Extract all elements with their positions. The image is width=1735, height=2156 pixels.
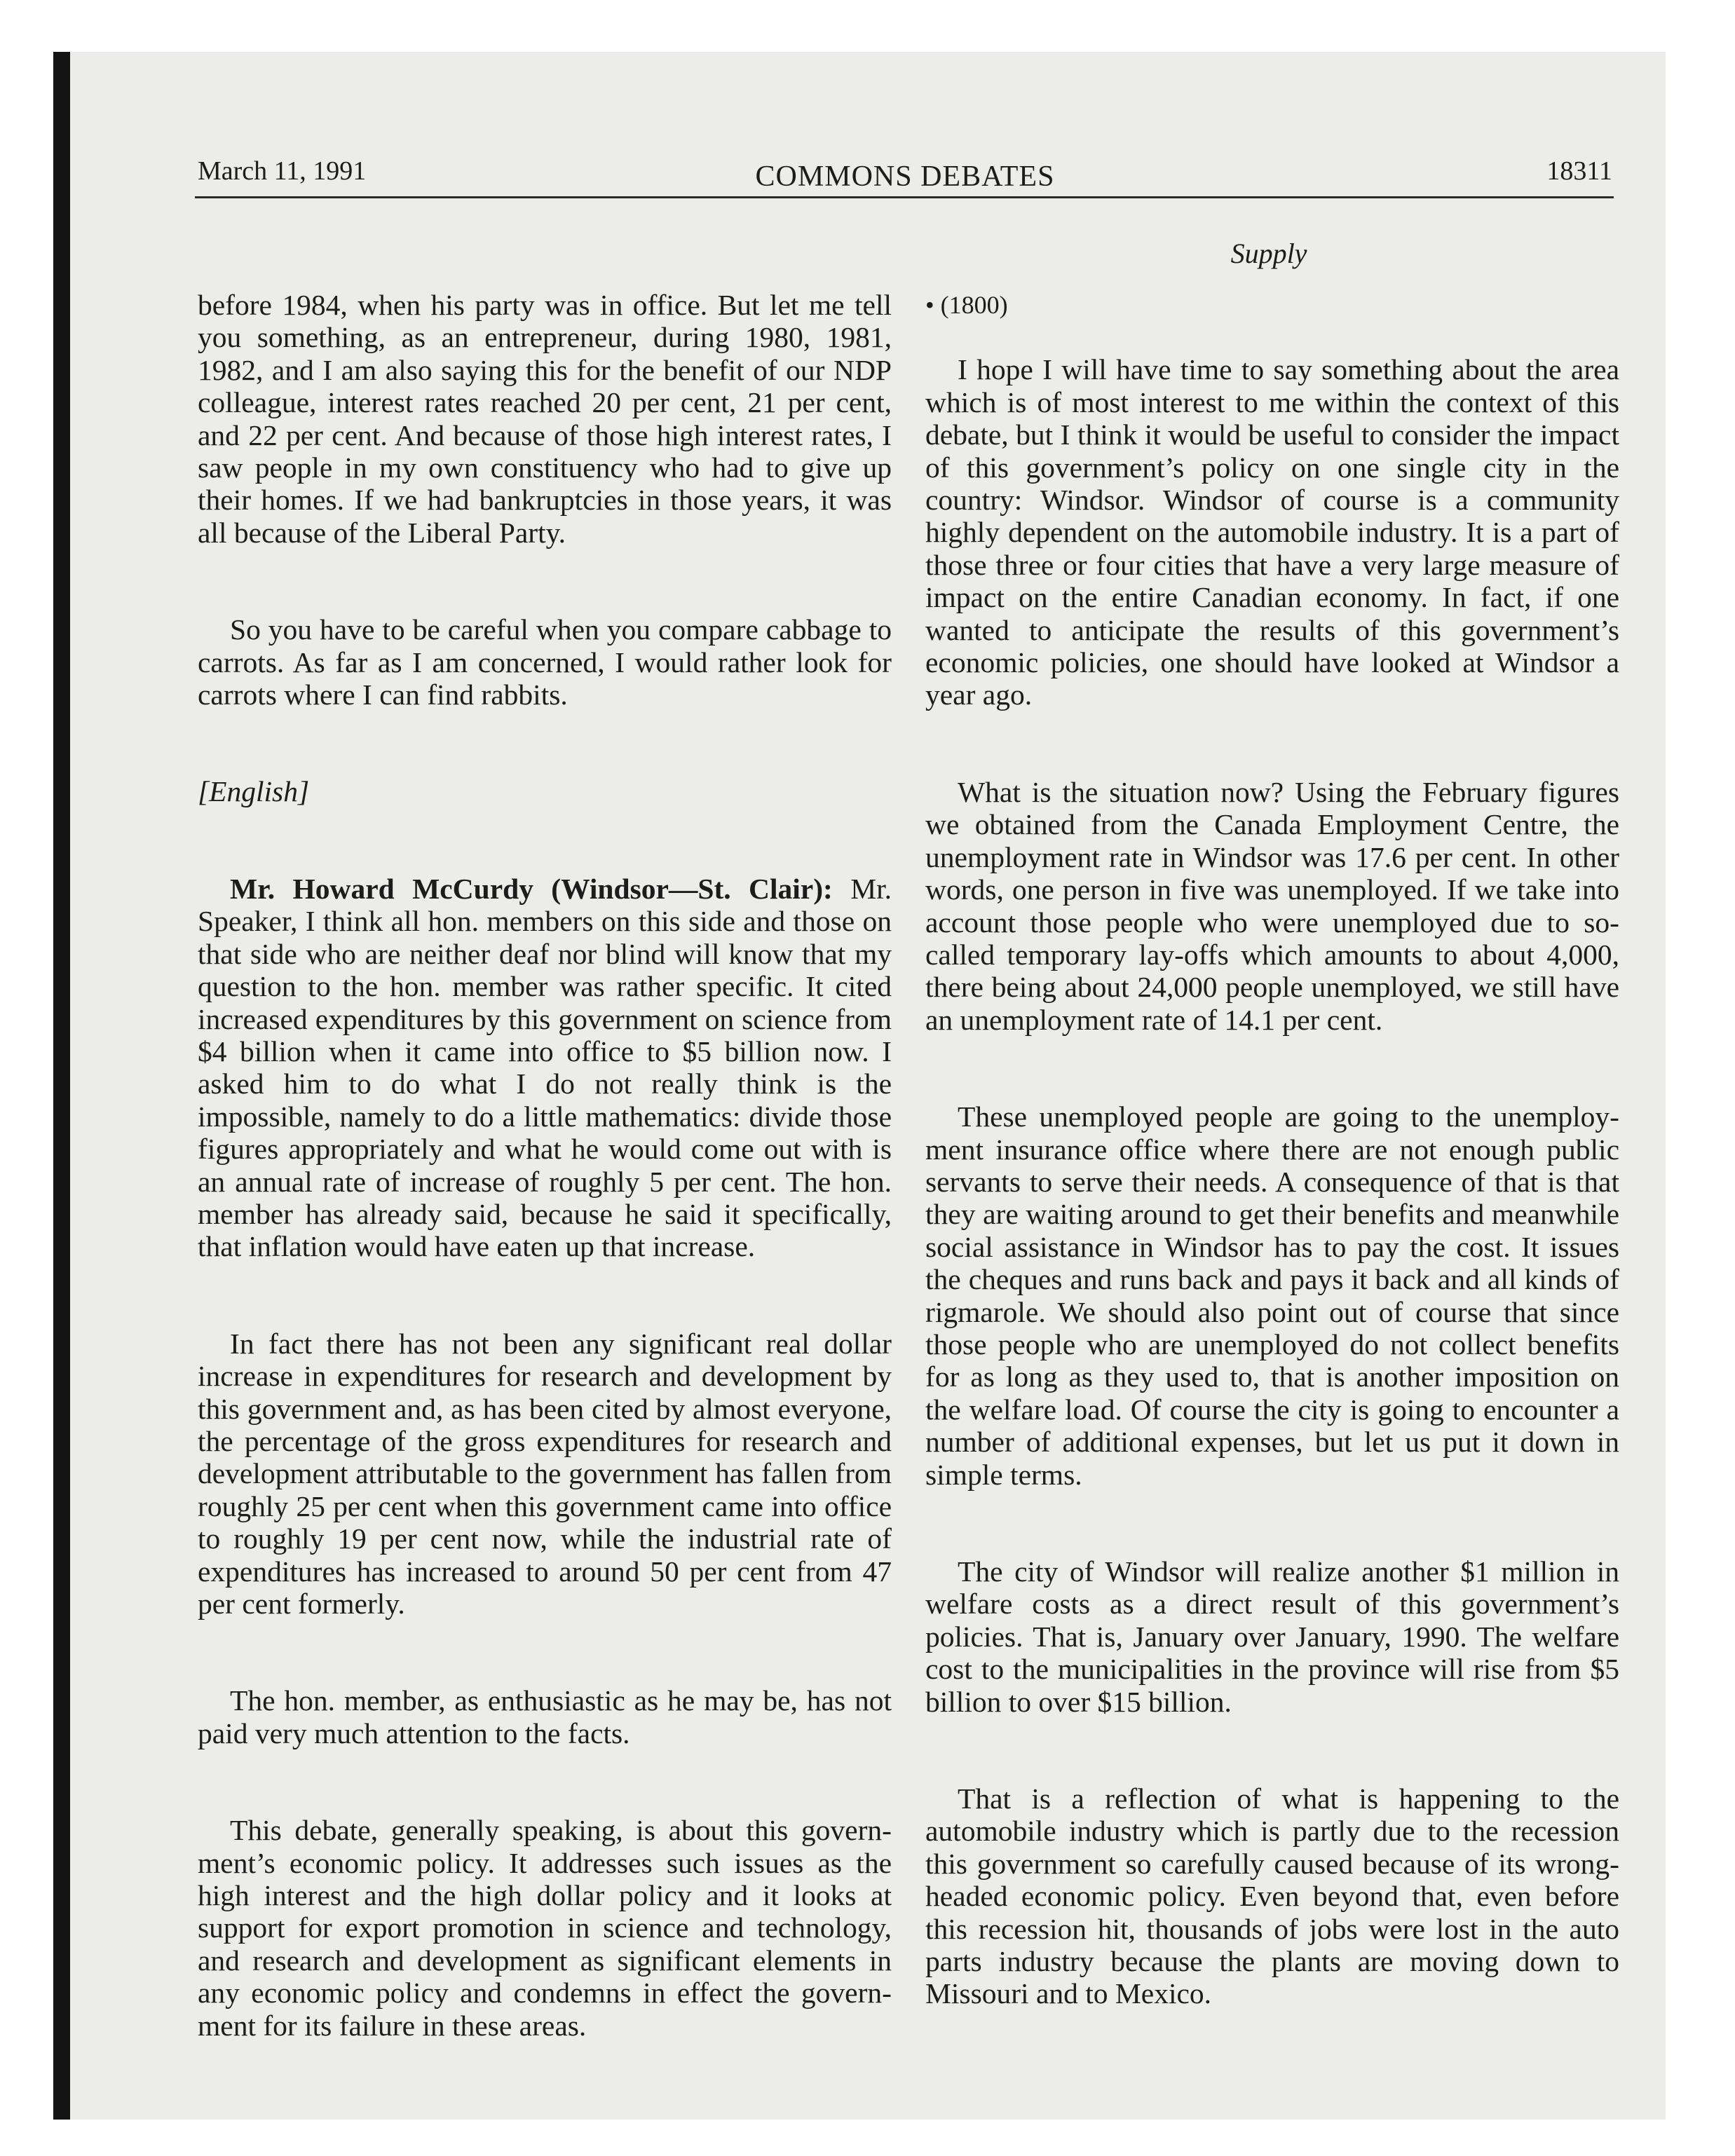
- header-rule: [195, 196, 1614, 198]
- time-marker: • (1800): [925, 291, 1008, 319]
- binding-shadow: [53, 52, 70, 2120]
- header-date: March 11, 1991: [198, 156, 367, 186]
- paragraph: The hon. member, as enthusiastic as he may be, has not paid very much attention to the facts.: [198, 1684, 892, 1749]
- paragraph: These unemployed people are going to the unemployment insurance office where there are not enough public servants to serve their needs. A consequence of that is that they are waiting around to get their benefits and meanwhile social assistance in Windsor has to pay the cost. It issues the cheques and runs back and pays it back and all kinds of rigmarole. We should also point out of course that since those people who are unemployed do not collect benefits for as long as they used to, that is another imposition on the welfare load. Of course the city is going to encounter a number of additional expenses, but let us put it down in simple terms.: [925, 1100, 1619, 1491]
- paragraph: This debate, generally speaking, is about this government’s economic policy. It addresses such issues as the high interest and the high dollar policy and it looks at support for export promotion in science and technology, and research and development as significant elements in any economic policy and condemns in effect the government for its failure in these areas.: [198, 1814, 892, 2042]
- paragraph: So you have to be careful when you compare cabbage to carrots. As far as I am concerned, I would rather look for carrots where I can find rabbits.: [198, 613, 892, 711]
- paragraph: I hope I will have time to say something about the area which is of most interest to me within the context of this debate, but I think it would be useful to consider the impact of this government’s policy on one single city in the country: Windsor. Windsor of course is a community highly dependent on the automobile industry. It is a part of those three or four cities that have a very large measure of impact on the entire Canadian economy. In fact, if one wanted to anticipate the results of this government’s economic policies, one should have looked at Windsor a year ago.: [925, 353, 1619, 711]
- page-header: [198, 156, 1612, 196]
- paragraph: That is a reflection of what is happening to the automobile industry which is partly due to the recession this government so carefully caused because of its wrong-headed economic policy. Even beyond that, even before this recession hit, thousands of jobs were lost in the auto parts industry because the plants are moving down to Missouri and to Mexico.: [925, 1782, 1619, 2010]
- paragraph: In fact there has not been any significant real dollar increase in expenditures for research and development by this government and, as has been cited by almost everyone, the percentage of the gross expenditures for research and development attributable to the government has fallen from roughly 25 per cent when this government came into office to roughly 19 per cent now, while the industrial rate of expenditures has increased to around 50 per cent from 47 per cent formerly.: [198, 1327, 892, 1620]
- right-column: [925, 289, 1619, 2042]
- speaker-name: Mr. Howard McCurdy (Windsor—St. Clair):: [230, 872, 833, 905]
- speech-text: Mr. Speaker, I think all hon. members on this side and those on that side who are neither deaf nor blind will know that my question to the hon. member was rather specific. It cited increased expenditures by this government on science from $4 billion when it came into office to $5 billion now. I asked him to do what I do not really think is the impossible, namely to do a little mathematics: divide those figures appropriately and what he would come out with is an annual rate of increase of roughly 5 per cent. The hon. member has already said, because he said it specifically, that inflation would have eaten up that increase.: [198, 872, 892, 1263]
- header-publication: COMMONS DEBATES: [755, 161, 1055, 193]
- paragraph: What is the situation now? Using the February figures we obtained from the Canada Employment Centre, the unemployment rate in Windsor was 17.6 per cent. In other words, one person in five was unemployed. If we take into account those people who were unemployed due to so-called temporary lay-offs which amounts to about 4,000, there being about 24,000 people unemployed, we still have an unemployment rate of 14.1 per cent.: [925, 775, 1619, 1036]
- paragraph: The city of Windsor will realize another $1 million in welfare costs as a direct result of this government’s policies. That is, January over January, 1990. The welfare cost to the municipalities in the province will rise from $5 billion to over $15 billion.: [925, 1555, 1619, 1718]
- paragraph: before 1984, when his party was in office. But let me tell you something, as an entrepreneur, during 1980, 1981, 1982, and I am also saying this for the benefit of our NDP colleague, interest rates reached 20 per cent, 21 per cent, and 22 per cent. And because of those high interest rates, I saw people in my own constituency who had to give up their homes. If we had bankruptcies in those years, it was all because of the Liberal Party.: [198, 289, 892, 549]
- language-note: [English]: [198, 775, 310, 808]
- header-page-number: 18311: [1546, 156, 1612, 186]
- speech-paragraph: [198, 873, 892, 1263]
- section-title: Supply: [1230, 238, 1307, 269]
- left-column: [198, 289, 892, 2074]
